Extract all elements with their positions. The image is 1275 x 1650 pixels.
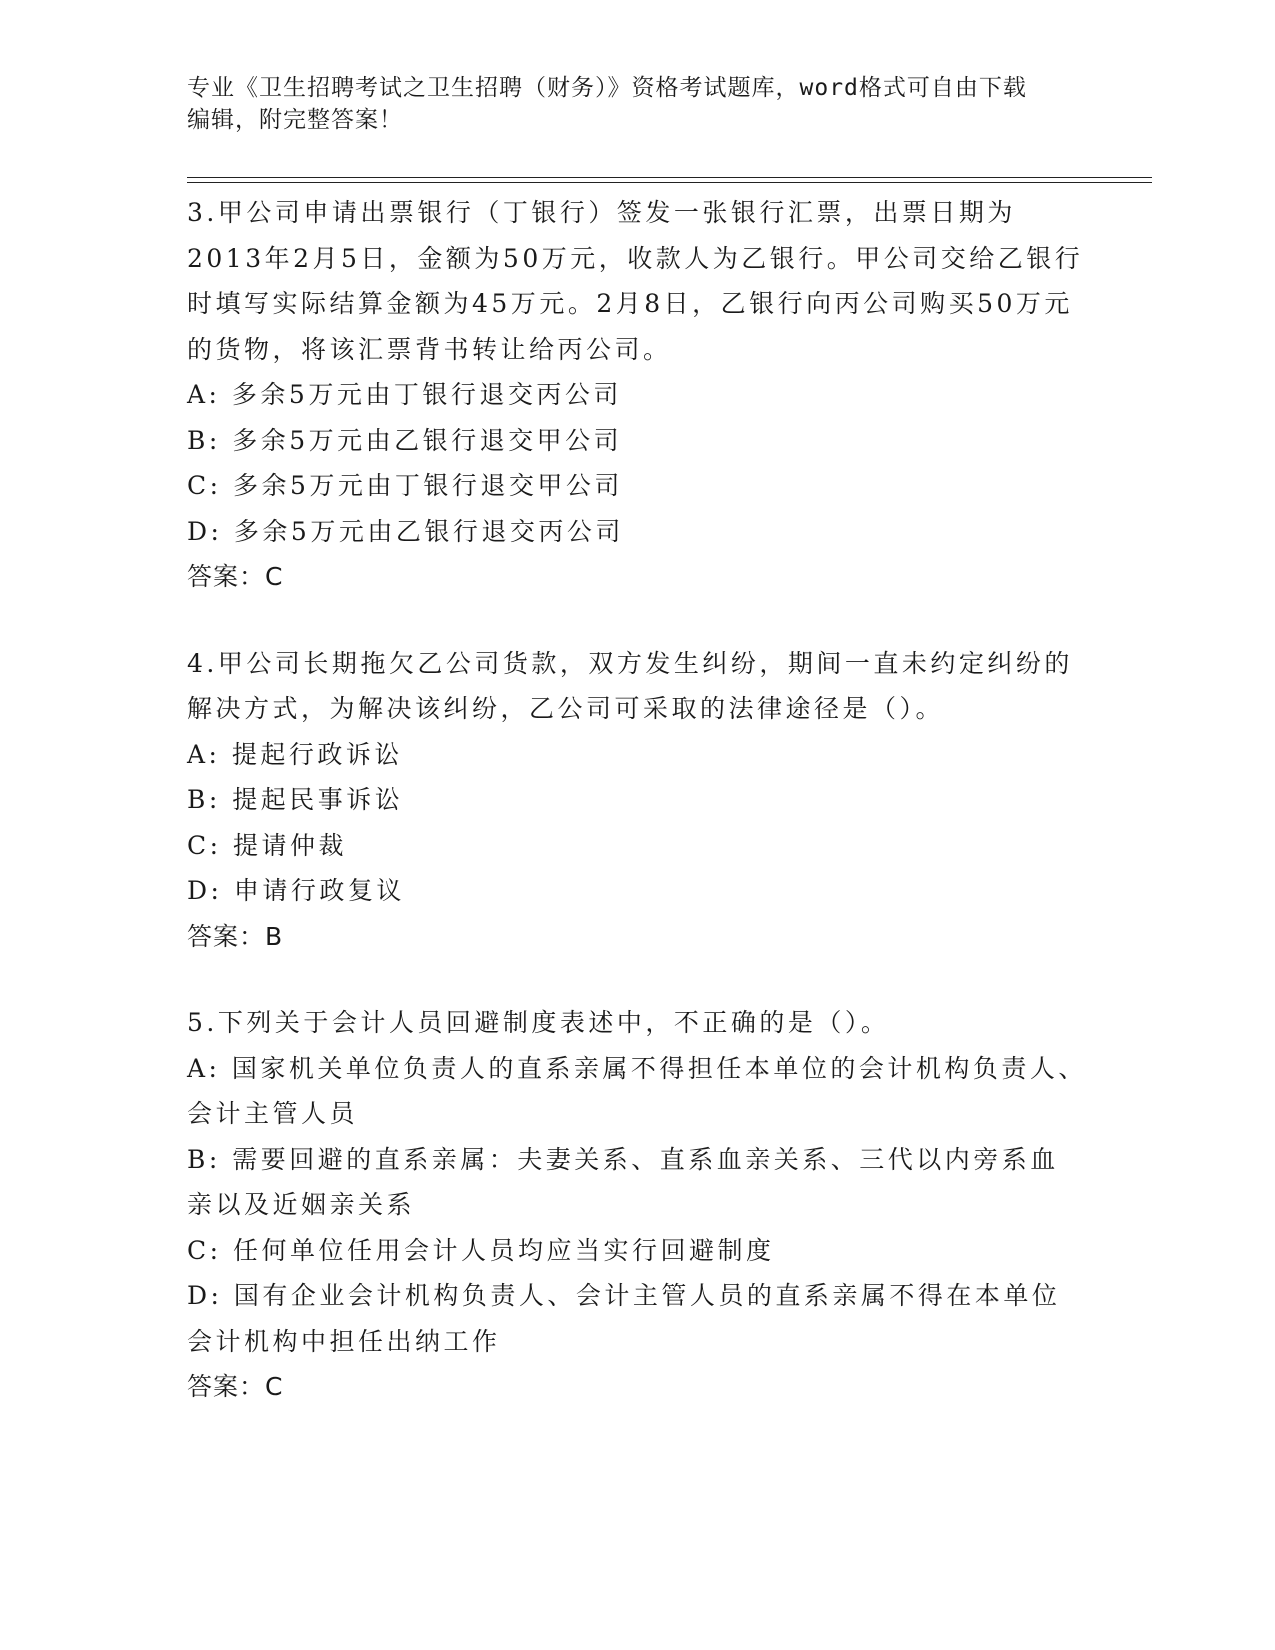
question-list [187, 190, 1087, 1451]
answer: 答案：C [187, 562, 284, 591]
option-c: C: 任何单位任用会计人员均应当实行回避制度 [187, 1235, 775, 1265]
option-c: C: 提请仲裁 [187, 830, 347, 860]
question-text: 3.甲公司申请出票银行（丁银行）签发一张银行汇票，出票日期为2013年2月5日，金额为50万元，收款人为乙银行。甲公司交给乙银行时填写实际结算金额为45万元。2月8日，乙银行向丙公司购买50万元的货物，将该汇票背书转让给丙公司。 [187, 198, 1084, 364]
option-d: D: 申请行政复议 [187, 876, 405, 905]
option-a: A: 提起行政诉讼 [187, 739, 403, 769]
question-4 [187, 641, 1087, 960]
header-divider-secondary [187, 182, 1152, 183]
option-a: A: 多余5万元由丁银行退交丙公司 [187, 380, 622, 409]
option-a: A: 国家机关单位负责人的直系亲属不得担任本单位的会计机构负责人、会计主管人员 [187, 1053, 1087, 1128]
question-text: 5.下列关于会计人员回避制度表述中，不正确的是（）。 [187, 1008, 890, 1037]
option-b: B: 提起民事诉讼 [187, 785, 404, 814]
option-c: C: 多余5万元由丁银行退交甲公司 [187, 471, 623, 500]
answer: 答案：C [187, 1372, 284, 1401]
header-divider [187, 177, 1152, 178]
question-5 [187, 1000, 1087, 1410]
question-3 [187, 190, 1087, 600]
document-header [187, 72, 1087, 136]
option-b: B: 需要回避的直系亲属：夫妻关系、直系血亲关系、三代以内旁系血亲以及近姻亲关系 [187, 1144, 1059, 1219]
option-d: D: 国有企业会计机构负责人、会计主管人员的直系亲属不得在本单位会计机构中担任出纳工作 [187, 1281, 1061, 1356]
question-text: 4.甲公司长期拖欠乙公司货款，双方发生纠纷，期间一直未约定纠纷的解决方式，为解决该纠纷，乙公司可采取的法律途径是（）。 [187, 648, 1073, 723]
header-line-1: 专业《卫生招聘考试之卫生招聘（财务）》资格考试题库，word格式可自由下载 [187, 75, 1027, 101]
option-d: D: 多余5万元由乙银行退交丙公司 [187, 516, 624, 546]
answer: 答案：B [187, 921, 284, 951]
header-line-2: 编辑，附完整答案！ [187, 107, 403, 133]
option-b: B: 多余5万元由乙银行退交甲公司 [187, 425, 623, 455]
